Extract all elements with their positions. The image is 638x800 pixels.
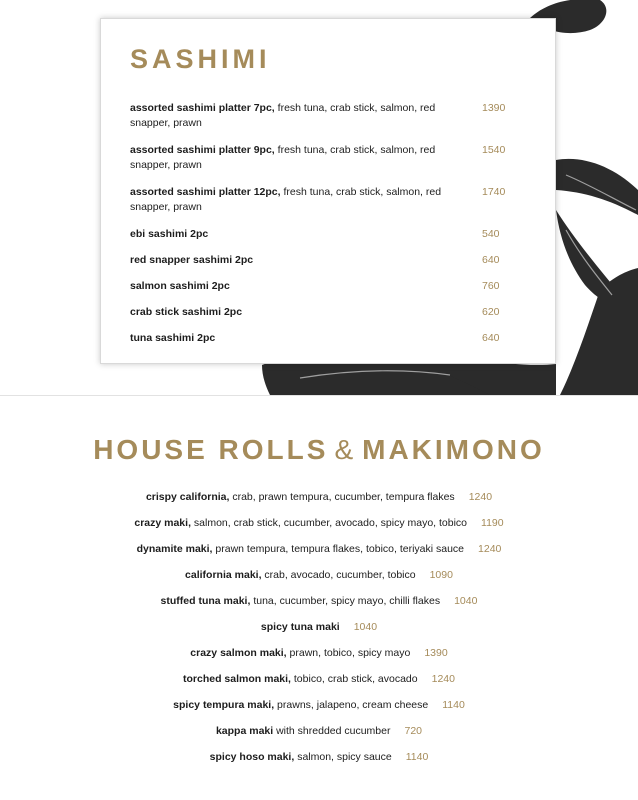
- roll-item-price: 1090: [429, 569, 453, 581]
- roll-item-price: 1240: [478, 543, 502, 555]
- house-rolls-title-part2: MAKIMONO: [362, 434, 545, 465]
- roll-item-name: spicy tempura maki,: [173, 699, 275, 711]
- roll-menu-item: [0, 672, 638, 698]
- sashimi-item-name: assorted sashimi platter 9pc,: [130, 144, 275, 156]
- sashimi-menu-item: [130, 143, 530, 173]
- sashimi-item-description: fresh tuna, crab stick, salmon, red snapper, prawn: [130, 186, 442, 213]
- roll-item-name: torched salmon maki,: [183, 673, 291, 685]
- roll-menu-item: [0, 516, 638, 542]
- sashimi-menu-item: [130, 305, 530, 320]
- sashimi-item-name: tuna sashimi 2pc: [130, 332, 216, 344]
- sashimi-item-price: 1740: [482, 186, 506, 198]
- sashimi-item-description: fresh tuna, crab stick, salmon, red snapper, prawn: [130, 144, 436, 171]
- roll-item-description: tobico, crab stick, avocado: [290, 673, 418, 685]
- roll-item-price: 720: [404, 725, 423, 737]
- sashimi-item-name: ebi sashimi 2pc: [130, 228, 209, 240]
- roll-menu-item: [0, 724, 638, 750]
- sashimi-item-price: 1390: [482, 102, 506, 114]
- roll-item-name: stuffed tuna maki,: [160, 595, 251, 607]
- sashimi-menu-item: [130, 227, 530, 242]
- house-rolls-section-title: [0, 434, 638, 466]
- roll-menu-item: [0, 750, 638, 776]
- section-divider: [0, 395, 638, 396]
- roll-item-description: prawns, jalapeno, cream cheese: [274, 699, 429, 711]
- roll-item-name: spicy tuna maki: [260, 621, 340, 633]
- roll-item-description: salmon, crab stick, cucumber, avocado, spicy mayo, tobico: [190, 517, 468, 529]
- sashimi-item-description: fresh tuna, crab stick, salmon, red snapper, prawn: [130, 102, 436, 129]
- sashimi-menu-card: [100, 18, 556, 364]
- roll-item-description: prawn tempura, tempura flakes, tobico, teriyaki sauce: [212, 543, 465, 555]
- roll-item-price: 1390: [424, 647, 448, 659]
- roll-item-description: prawn, tobico, spicy mayo: [286, 647, 411, 659]
- sashimi-item-price: 640: [482, 332, 500, 344]
- sashimi-menu-item: [130, 331, 530, 346]
- roll-item-description: crab, prawn tempura, cucumber, tempura flakes: [229, 491, 455, 503]
- sashimi-item-name: assorted sashimi platter 12pc,: [130, 186, 281, 198]
- sashimi-item-price: 760: [482, 280, 500, 292]
- roll-item-description: with shredded cucumber: [273, 725, 391, 737]
- sashimi-item-price: 540: [482, 228, 500, 240]
- roll-menu-item: [0, 594, 638, 620]
- sashimi-menu-item: [130, 279, 530, 294]
- roll-item-price: 1190: [481, 517, 504, 529]
- roll-item-name: crazy salmon maki,: [190, 647, 287, 659]
- roll-item-name: spicy hoso maki,: [209, 751, 295, 763]
- roll-item-price: 1040: [454, 595, 478, 607]
- roll-item-description: salmon, spicy sauce: [294, 751, 392, 763]
- roll-menu-item: [0, 620, 638, 646]
- roll-menu-item: [0, 542, 638, 568]
- roll-item-name: kappa maki: [215, 725, 274, 737]
- roll-item-name: california maki,: [185, 569, 262, 581]
- roll-item-description: tuna, cucumber, spicy mayo, chilli flakes: [250, 595, 441, 607]
- sashimi-menu-item: [130, 185, 530, 215]
- sashimi-item-price: 640: [482, 254, 500, 266]
- roll-item-price: 1240: [468, 491, 493, 503]
- roll-menu-item: [0, 490, 638, 516]
- roll-item-name: dynamite maki,: [136, 543, 213, 555]
- sashimi-item-price: 1540: [482, 144, 506, 156]
- sashimi-item-name: assorted sashimi platter 7pc,: [130, 102, 275, 114]
- house-rolls-menu-list: [0, 490, 638, 776]
- roll-menu-item: [0, 646, 638, 672]
- roll-item-name: crazy maki,: [134, 517, 191, 529]
- sashimi-menu-item: [130, 101, 530, 131]
- sashimi-item-name: salmon sashimi 2pc: [130, 280, 230, 292]
- sashimi-item-price: 620: [482, 306, 500, 318]
- sashimi-menu-item: [130, 253, 530, 268]
- roll-menu-item: [0, 698, 638, 724]
- roll-item-price: 1240: [431, 673, 455, 685]
- roll-item-price: 1140: [405, 751, 429, 763]
- house-rolls-title-ampersand: &: [334, 434, 357, 465]
- roll-item-description: crab, avocado, cucumber, tobico: [261, 569, 416, 581]
- header-art-area: [0, 0, 638, 395]
- sashimi-item-name: red snapper sashimi 2pc: [130, 254, 254, 266]
- roll-item-name: crispy california,: [145, 491, 230, 503]
- roll-item-price: 1040: [353, 621, 378, 633]
- roll-menu-item: [0, 568, 638, 594]
- house-rolls-title-part1: HOUSE ROLLS: [93, 434, 329, 465]
- sashimi-section-title: SASHIMI: [130, 44, 271, 74]
- sashimi-item-name: crab stick sashimi 2pc: [130, 306, 243, 318]
- roll-item-price: 1140: [442, 699, 465, 711]
